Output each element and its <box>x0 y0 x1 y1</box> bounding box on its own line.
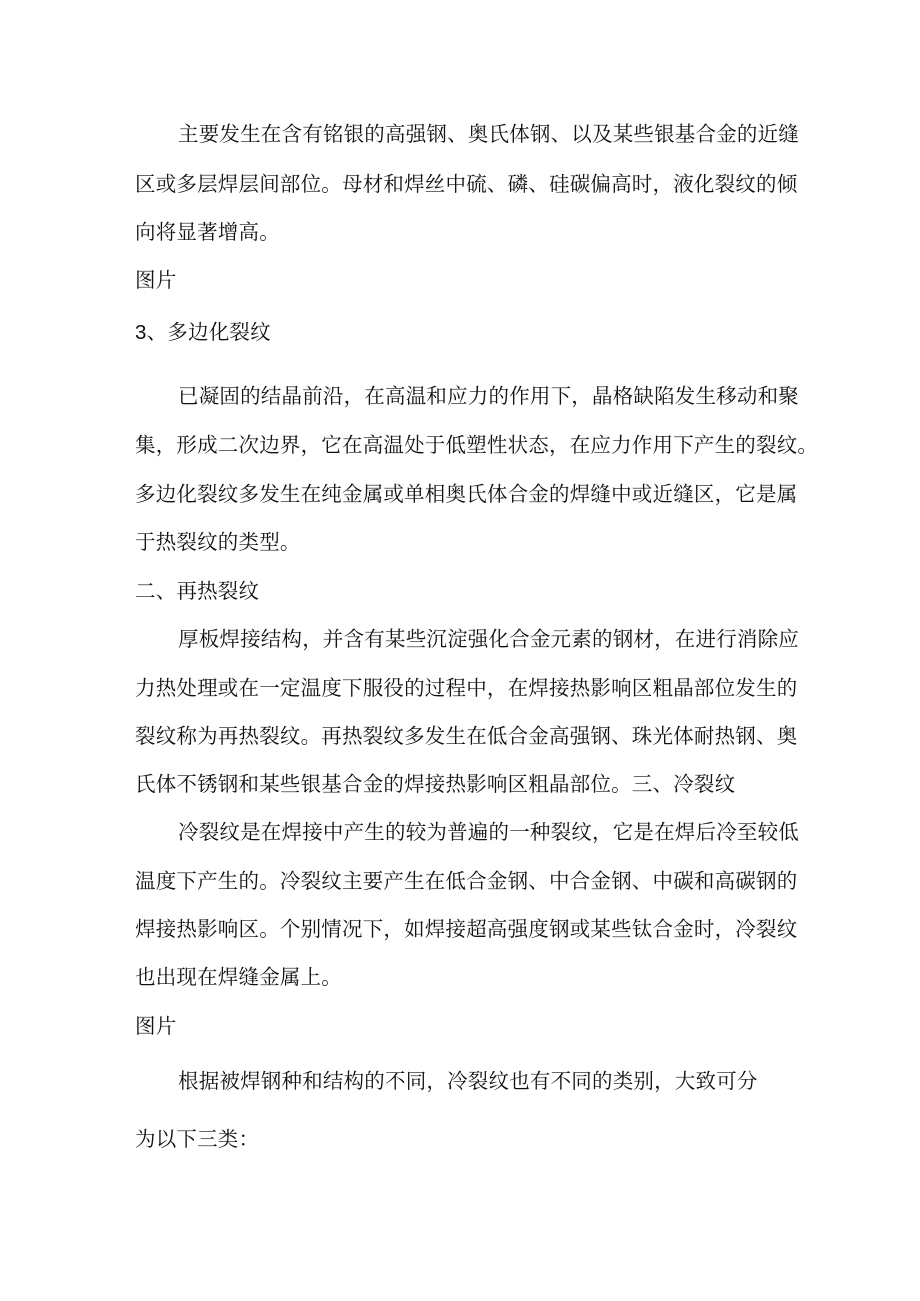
paragraph-2-line-1: 已凝固的结晶前沿，在高温和应力的作用下，晶格缺陷发生移动和聚 <box>178 384 799 408</box>
paragraph-2-line-3: 多边化裂纹多发生在纯金属或单相奥氏体合金的焊缝中或近缝区，它是属 <box>135 482 798 506</box>
image-placeholder-label: 图片 <box>135 268 177 292</box>
paragraph-4-line-1: 冷裂纹是在焊接中产生的较为普遍的一种裂纹，它是在焊后冷至较低 <box>178 820 799 844</box>
paragraph-4-line-3: 焊接热影响区。个别情况下，如焊接超高强度钢或某些钛合金时，冷裂纹 <box>135 917 798 941</box>
paragraph-5-line-2: 为以下三类： <box>135 1127 260 1151</box>
paragraph-5-line-1: 根据被焊钢种和结构的不同，冷裂纹也有不同的类别，大致可分 <box>178 1069 758 1093</box>
paragraph-1-line-1: 主要发生在含有铭银的高强钢、奥氏体钢、以及某些银基合金的近缝 <box>178 122 799 146</box>
paragraph-3-line-4: 氏体不锈钢和某些银基合金的焊接热影响区粗晶部位。三、冷裂纹 <box>135 772 736 796</box>
paragraph-3-line-2: 力热处理或在一定温度下服役的过程中，在焊接热影响区粗晶部位发生的 <box>135 676 798 700</box>
paragraph-1-line-2: 区或多层焊层间部位。母材和焊丝中硫、磷、硅碳偏高时，液化裂纹的倾 <box>135 172 798 196</box>
paragraph-3-line-1: 厚板焊接结构，并含有某些沉淀强化合金元素的钢材，在进行消除应 <box>178 627 799 651</box>
paragraph-4-line-2: 温度下产生的。冷裂纹主要产生在低合金钢、中合金钢、中碳和高碳钢的 <box>135 869 798 893</box>
image-placeholder-label-2: 图片 <box>135 1014 177 1038</box>
section-heading-reheat-crack: 二、再热裂纹 <box>135 579 260 603</box>
section-heading-3 <box>135 318 271 347</box>
paragraph-2-line-2: 集，形成二次边界，它在高温处于低塑性状态，在应力作用下产生的裂纹。 <box>135 433 819 457</box>
paragraph-2-line-4: 于热裂纹的类型。 <box>135 530 301 554</box>
paragraph-4-line-4: 也出现在焊缝金属上。 <box>135 965 342 989</box>
heading-number: 3 <box>135 321 147 344</box>
paragraph-1-line-3: 向将显著增高。 <box>135 220 280 244</box>
paragraph-3-line-3: 裂纹称为再热裂纹。再热裂纹多发生在低合金高强钢、珠光体耐热钢、奥 <box>135 724 798 748</box>
heading-title: 、多边化裂纹 <box>146 320 271 344</box>
